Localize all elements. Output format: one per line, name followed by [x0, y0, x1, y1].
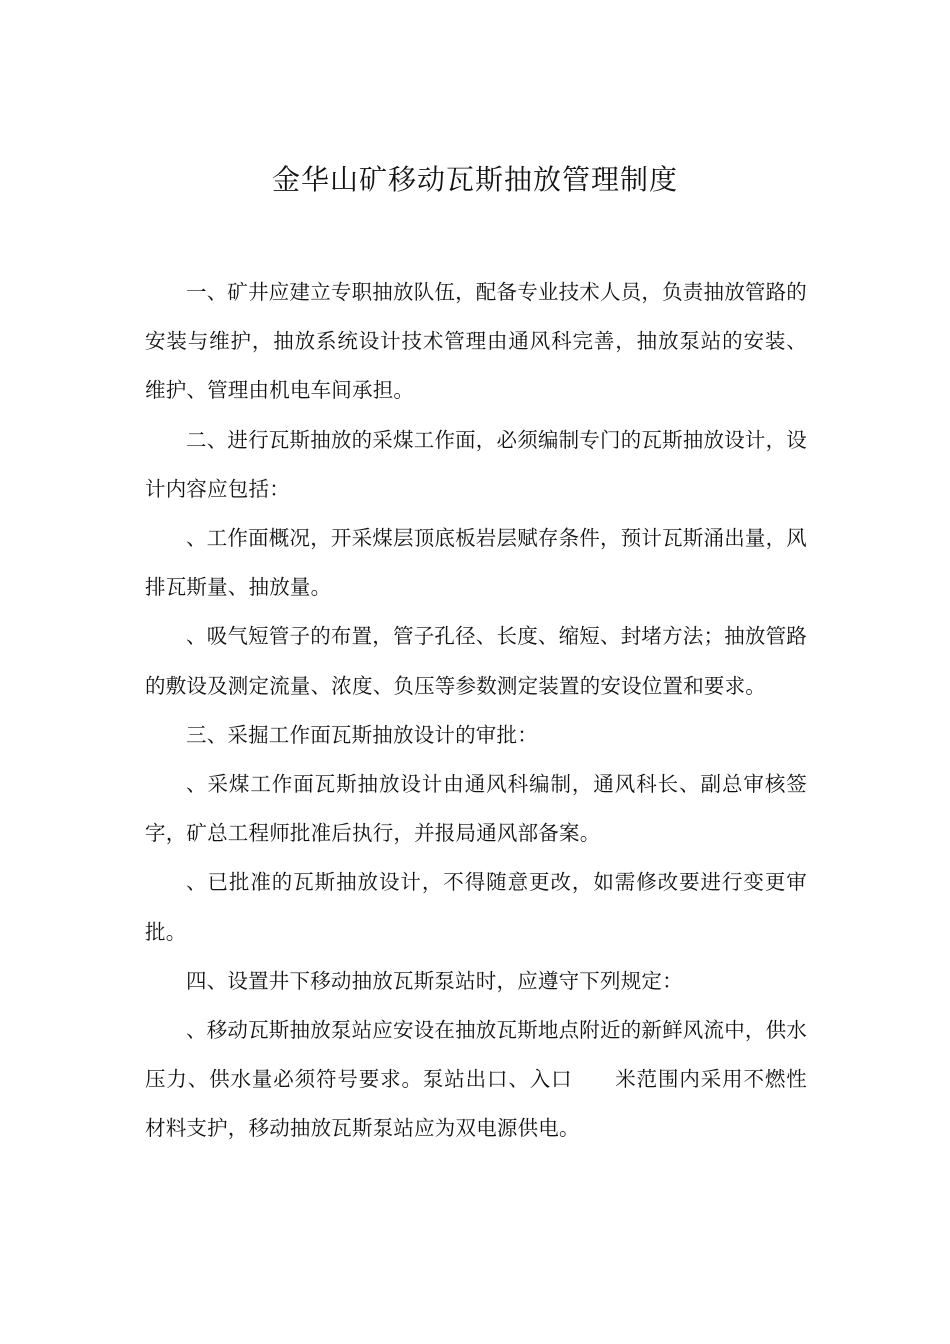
paragraph-8: 四、设置井下移动抽放瓦斯泵站时，应遵守下列规定： [186, 968, 683, 993]
paragraph-4: 、吸气短管子的布置，管子孔径、长度、缩短、封堵方法；抽放管路的敷设及测定流量、浓度、负压等参数测定装置的安设位置和要求。 [145, 624, 807, 698]
document-title: 金华山矿移动瓦斯抽放管理制度 [271, 163, 678, 196]
paragraph-1: 一、矿井应建立专职抽放队伍，配备专业技术人员，负责抽放管路的安装与维护，抽放系统设计技术管理由通风科完善，抽放泵站的安装、维护、管理由机电车间承担。 [145, 280, 807, 403]
paragraph-3: 、工作面概况，开采煤层顶底板岩层赋存条件，预计瓦斯涌出量，风排瓦斯量、抽放量。 [145, 526, 807, 600]
paragraph-7: 、已批准的瓦斯抽放设计，不得随意更改，如需修改要进行变更审批。 [145, 870, 807, 944]
paragraph-9: 、移动瓦斯抽放泵站应安设在抽放瓦斯地点附近的新鲜风流中，供水压力、供水量必须符号要求。泵站出口、入口 米范围内采用不燃性材料支护，移动抽放瓦斯泵站应为双电源供电。 [145, 1018, 807, 1141]
document-body [145, 268, 807, 1154]
paragraph-2: 二、进行瓦斯抽放的采煤工作面，必须编制专门的瓦斯抽放设计，设计内容应包括： [145, 427, 807, 501]
paragraph-5: 三、采掘工作面瓦斯抽放设计的审批： [186, 722, 538, 747]
paragraph-6: 、采煤工作面瓦斯抽放设计由通风科编制，通风科长、副总审核签字，矿总工程师批准后执行，并报局通风部备案。 [145, 772, 807, 846]
